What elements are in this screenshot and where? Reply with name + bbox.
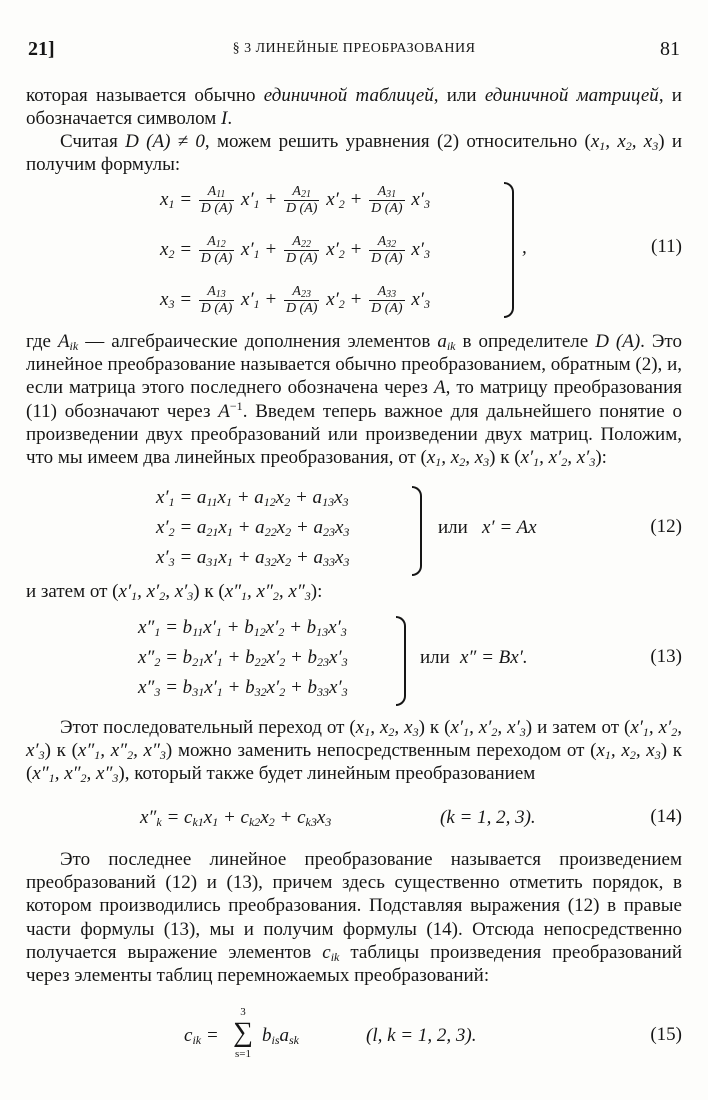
equation-13-matrix-form: x″ = Bx′. <box>460 647 528 668</box>
page-number: 81 <box>660 38 680 60</box>
equation-12-row-3: $x'_3 = a_{31}x_1 + a_{32}x_2 + a_{33}x_3$ <box>156 547 350 569</box>
equation-15-range: (l, k = 1, 2, 3). <box>366 1025 477 1046</box>
equation-11-row-3: $x_3$ = $\frac{A_{13}}{D (A)}$ $x'_1$ + $\frac{A_{23}}{D (A)}$ $x'_2$ + $\frac{A_{33}}{D (A)}$ $x'_3$ <box>160 284 430 316</box>
equation-11-number: (11) <box>651 236 682 257</box>
equation-13-row-3: $x''_3 = b_{31}x'_1 + b_{32}x'_2 + b_{33}x'_3$ <box>138 677 348 699</box>
summation-sign: 3 ∑ s=1 <box>228 1006 258 1060</box>
paragraph-solve-equations: Считая D (A) ≠ 0, можем решить уравнения (2) относительно ($x_1$, $x_2$, $x_3$) и получим формулы: <box>26 131 682 176</box>
equation-13-number: (13) <box>650 646 682 667</box>
equation-12-number: (12) <box>650 516 682 537</box>
equation-13-row-1: $x''_1 = b_{11}x'_1 + b_{12}x'_2 + b_{13}x'_3$ <box>138 617 347 639</box>
equation-12-or: или <box>438 517 468 538</box>
equation-14-number: (14) <box>650 806 682 827</box>
equation-14-range: (k = 1, 2, 3). <box>440 807 536 828</box>
paragraph-identity-matrix: которая называется обычно единичной таблицей, или единичной матрицей, и обозначается символом I. <box>26 85 682 130</box>
equation-12-brace <box>412 486 422 576</box>
running-header <box>26 38 682 62</box>
book-page: 21] § 3 ЛИНЕЙНЫЕ ПРЕОБРАЗОВАНИЯ 81 которая называется обычно единичной таблицей, или единичной матрицей, и обозначается символом I. Считая D (A) ≠ 0, можем решить уравнения (2) относительно ($x_1$, $x_2$, $x_3$) и получим формулы: $x_1$ = $\frac{A_{11}}{D (A)}$ $x'_1$ + $\frac{A_{21}}{D (A)}$ $x'_2$ + $\frac{A_{31}}{D (A)}$ $x'_3$ $x_2$ = $\frac{A_{12}}{D (A)}$ $x'_1$ + $\frac{A_{22}}{D (A)}$ $x'_2$ + $\frac{A_{32}}{D (A)}$ $x'_3$ $x_3$ = $\frac{A_{13}}{D (A)}$ $x'_1$ + $\frac{A_{23}}{D (A)}$ $x'_2$ + $\frac{A_{33}}{D (A)}$ $x'_3$ , (11) где $A_{ik}$ — алгебраические дополнения элементов $a_{ik}$ в определителе D (A). Это линейное преобразование называется обычно преобразованием, обратным (2), и, если матрица этого последнего обозначена через A, то матрицу преобразования (11) обозначают через $A^{-1}$. Введем теперь важное для дальнейшего понятие о произведении двух преобразований или произведении двух матриц. Положим, что мы имеем два линейных преобразования, от ($x_1$, $x_2$, $x_3$) к ($x'_1$, $x'_2$, $x'_3$): $x'_1 = a_{11}x_1 + a_{12}x_2 + a_{13}x_3$ $x'_2 = a_{21}x_1 + a_{22}x_2 + a_{23}x_3$ $x'_3 = a_{31}x_1 + a_{32}x_2 + a_{33}x_3$ или x′ = Ax (12) и затем от ($x'_1$, $x'_2$, $x'_3$) к ($x''_1$, $x''_2$, $x''_3$): $x''_1 = b_{11}x'_1 + b_{12}x'_2 + b_{13}x'_3$ $x''_2 = b_{21}x'_1 + b_{22}x'_2 + b_{23}x'_3$ $x''_3 = b_{31}x'_1 + b_{32}x'_2 + b_{33}x'_3$ или x″ = Bx′. (13) Этот последовательный переход от ($x_1$, $x_2$, $x_3$) к ($x'_1$, $x'_2$, $x'_3$) и затем от ($x'_1$, $x'_2$, $x'_3$) к ($x''_1$, $x''_2$, $x''_3$) можно заменить непосредственным переходом от ($x_1$, $x_2$, $x_3$) к ($x''_1$, $x''_2$, $x''_3$), который также будет линейным преобразованием $x''_k = c_{k1}x_1 + c_{k2}x_2 + c_{k3}x_3$ (k = 1, 2, 3). (14) Это последнее линейное преобразование называется произведением преобразований (12) и (13), причем здесь существенно отметить порядок, в котором производились преобразования. Подставляя выражения (12) в правые части формулы (13), мы и получим формулы (14). Отсюда непосредственно получается выражение элементов $c_{ik}$ таблицы произведения преобразований через элементы таблиц перемножаемых преобразований: $c_{ik}$ = 3 ∑ s=1 $b_{is}a_{sk}$ (l, k = 1, 2, 3). (15) <box>26 38 683 1060</box>
equation-14-formula: $x''_k = c_{k1}x_1 + c_{k2}x_2 + c_{k3}x_3$ <box>140 807 332 829</box>
equation-12-row-1: $x'_1 = a_{11}x_1 + a_{12}x_2 + a_{13}x_3$ <box>156 487 349 509</box>
summation-upper-limit: 3 <box>240 1006 246 1018</box>
paragraph-sequential-transition: Этот последовательный переход от ($x_1$, $x_2$, $x_3$) к ($x'_1$, $x'_2$, $x'_3$) и затем от ($x'_1$, $x'_2$, $x'_3$) к ($x''_1$, $x''_2$, $x''_3$) можно заменить непосредственным переходом от ($x_1$, $x_2$, $x_3$) к ($x''_1$, $x''_2$, $x''_3$), который также будет линейным преобразованием <box>26 717 683 786</box>
equation-12-matrix-form: x′ = Ax <box>482 517 537 538</box>
equation-11-row-1: $x_1$ = $\frac{A_{11}}{D (A)}$ $x'_1$ + $\frac{A_{21}}{D (A)}$ $x'_2$ + $\frac{A_{31}}{D (A)}$ $x'_3$ <box>160 184 430 216</box>
paragraph-product-of-transformations: Это последнее линейное преобразование называется произведением преобразований (12) и (13), причем здесь существенно отметить порядок, в котором производились преобразования. Подставляя выражения (12) в правые части формулы (13), мы и получим формулы (14). Отсюда непосредственно получается выражение элементов $c_{ik}$ таблицы произведения преобразований через элементы таблиц перемножаемых преобразований: <box>26 849 683 987</box>
equation-13-or: или <box>420 647 450 668</box>
equation-11-brace <box>504 182 514 318</box>
summation-lower-limit: s=1 <box>235 1048 251 1060</box>
paragraph-inverse-transformation: где $A_{ik}$ — алгебраические дополнения элементов $a_{ik}$ в определителе D (A). Это линейное преобразование называется обычно преобразованием, обратным (2), и, если матрица этого последнего обозначена через A, то матрицу преобразования (11) обозначают через $A^{-1}$. Введем теперь важное для дальнейшего понятие о произведении двух преобразований или произведении двух матриц. Положим, что мы имеем два линейных преобразования, от ($x_1$, $x_2$, $x_3$) к ($x'_1$, $x'_2$, $x'_3$): <box>26 331 683 470</box>
equation-11-row-2: $x_2$ = $\frac{A_{12}}{D (A)}$ $x'_1$ + $\frac{A_{22}}{D (A)}$ $x'_2$ + $\frac{A_{32}}{D (A)}$ $x'_3$ <box>160 234 430 266</box>
paragraph-second-transformation: и затем от ($x'_1$, $x'_2$, $x'_3$) к ($x''_1$, $x''_2$, $x''_3$): <box>26 581 323 603</box>
equation-15-number: (15) <box>650 1024 682 1045</box>
equation-13-brace <box>396 616 406 706</box>
header-paragraph-marker: 21] <box>28 38 55 60</box>
header-section-title: § 3 ЛИНЕЙНЫЕ ПРЕОБРАЗОВАНИЯ <box>232 41 476 56</box>
equation-13-row-2: $x''_2 = b_{21}x'_1 + b_{22}x'_2 + b_{23}x'_3$ <box>138 647 348 669</box>
equation-12-row-2: $x'_2 = a_{21}x_1 + a_{22}x_2 + a_{23}x_3$ <box>156 517 350 539</box>
